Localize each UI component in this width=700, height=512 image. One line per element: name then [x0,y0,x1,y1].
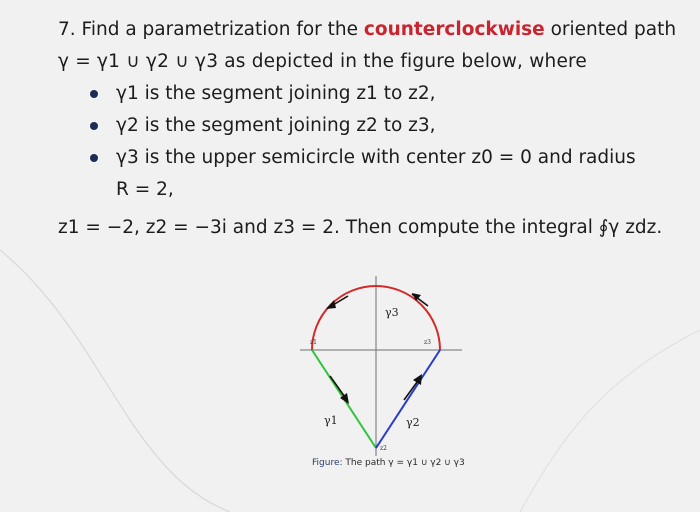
problem-text [58,14,688,244]
gamma2-label: γ2 [406,416,420,429]
gamma2-segment [376,350,440,448]
bullet-gamma3: γ3 is the upper semicircle with center z0 = 0 and radius [88,142,688,174]
path-figure [290,268,470,458]
z3-label: z3 [424,339,431,346]
bullet-list [58,78,688,174]
line1-post: oriented path [550,19,677,40]
z1-label: z1 [310,339,317,346]
problem-line-2: γ = γ1 ∪ γ2 ∪ γ3 as depicted in the figure below, where [58,51,588,72]
bullet-gamma2: γ2 is the segment joining z2 to z3, [88,110,688,142]
gamma1-label: γ1 [324,414,338,427]
arrow-gamma1 [330,376,349,404]
gamma3-label: γ3 [385,306,399,319]
final-line: z1 = −2, z2 = −3i and z3 = 2. Then compute the integral ∮γ zdz. [58,217,663,238]
bullet-gamma1: γ1 is the segment joining z1 to z2, [88,78,688,110]
caption-label: Figure: [312,458,343,468]
bullet-gamma3-continuation: R = 2, [116,179,174,200]
counterclockwise-word: counterclockwise [363,19,545,40]
arrow-gamma2 [404,374,422,400]
figure-caption [312,458,465,468]
line1-pre: 7. Find a parametrization for the [58,19,359,40]
caption-text: The path γ = γ1 ∪ γ2 ∪ γ3 [345,458,465,468]
problem-line-1 [58,14,688,46]
z2-label: z2 [380,445,387,452]
